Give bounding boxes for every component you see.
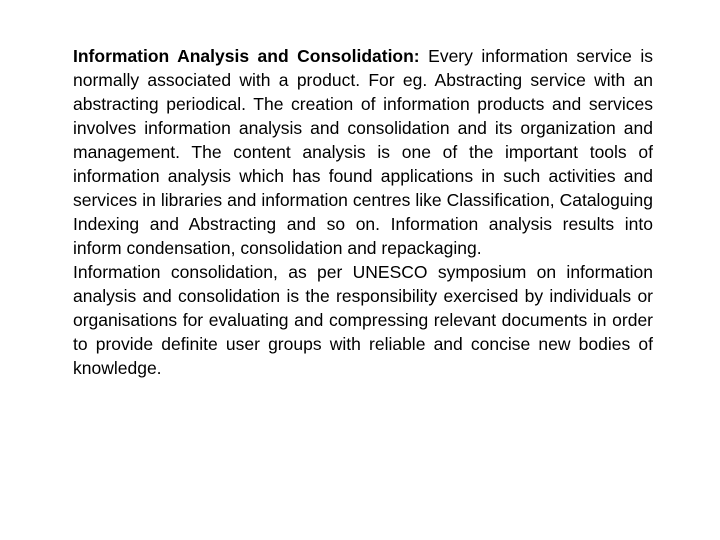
- paragraph-body: Information consolidation, as per UNESCO symposium on information analysis and consolidation is the responsibility exercised by individuals or organisations for evaluating and compressing relevant documents in order to provide definite user groups with reliable and concise new bodies of knowledge.: [73, 262, 653, 378]
- slide-content: [73, 44, 653, 380]
- paragraph-body: Every information service is normally associated with a product. For eg. Abstracting service with an abstracting periodical. The creation of information products and services involves information analysis and consolidation and its organization and management. The content analysis is one of the important tools of information analysis which has found applications in such activities and services in libraries and information centres like Classification, Cataloguing Indexing and Abstracting and so on. Information analysis results into inform condensation, consolidation and repackaging.: [73, 46, 653, 258]
- paragraph-information-analysis: [73, 44, 653, 260]
- paragraph-heading: Information Analysis and Consolidation:: [73, 46, 420, 66]
- paragraph-information-consolidation: [73, 260, 653, 380]
